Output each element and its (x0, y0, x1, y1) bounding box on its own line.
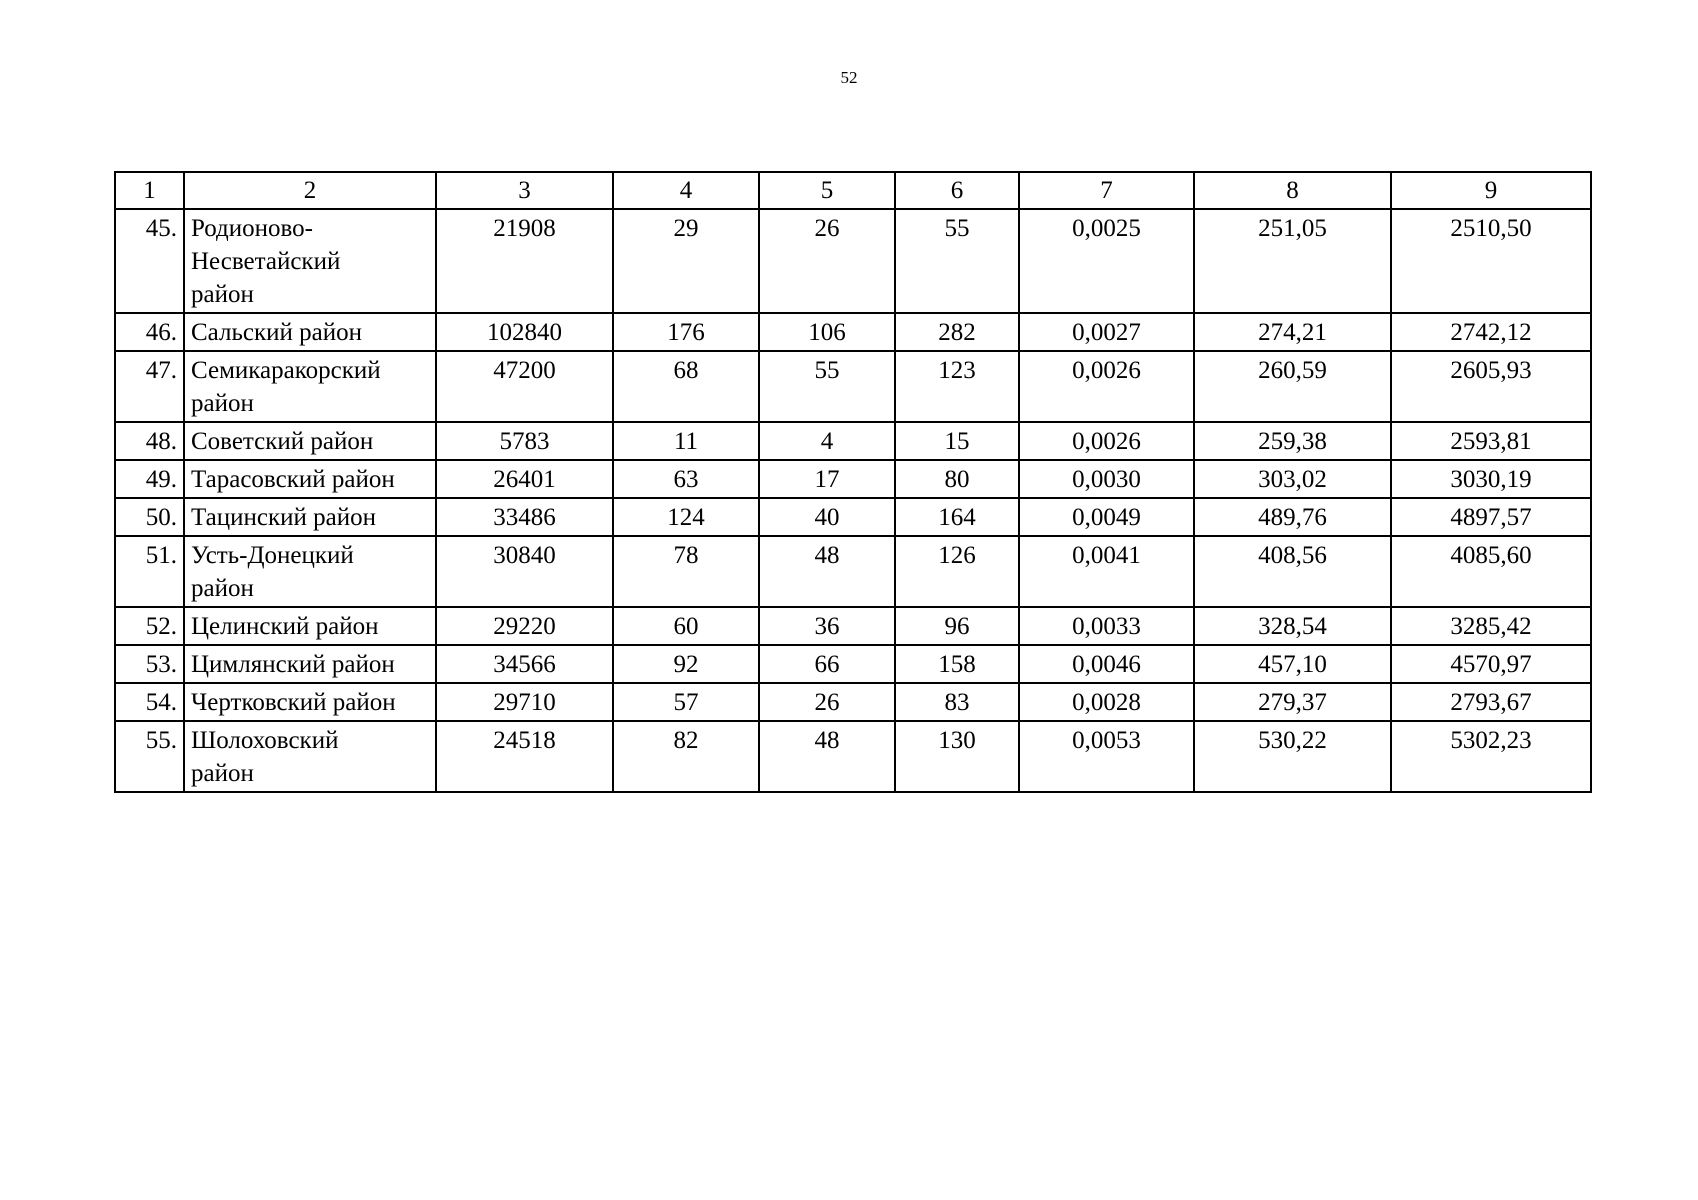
table-row (115, 351, 1591, 422)
cell-index: 55. (115, 721, 184, 792)
header-cell-2: 2 (184, 172, 436, 209)
cell-col6: 158 (895, 645, 1019, 683)
cell-district: Сальский район (184, 313, 436, 351)
cell-col4: 57 (613, 683, 759, 721)
cell-col5: 106 (759, 313, 895, 351)
header-cell-4: 4 (613, 172, 759, 209)
cell-col3: 29710 (436, 683, 613, 721)
cell-col5: 66 (759, 645, 895, 683)
cell-col4: 78 (613, 536, 759, 607)
cell-col4: 60 (613, 607, 759, 645)
cell-index: 45. (115, 209, 184, 313)
header-cell-6: 6 (895, 172, 1019, 209)
cell-col8: 408,56 (1194, 536, 1391, 607)
cell-col6: 96 (895, 607, 1019, 645)
cell-col4: 68 (613, 351, 759, 422)
cell-col6: 123 (895, 351, 1019, 422)
cell-col9: 3285,42 (1391, 607, 1591, 645)
table-row (115, 721, 1591, 792)
cell-col8: 260,59 (1194, 351, 1391, 422)
cell-district: Родионово- Несветайский район (184, 209, 436, 313)
cell-col7: 0,0027 (1019, 313, 1194, 351)
table-row (115, 422, 1591, 460)
cell-col5: 26 (759, 209, 895, 313)
cell-col8: 274,21 (1194, 313, 1391, 351)
header-row (115, 172, 1591, 209)
cell-col7: 0,0046 (1019, 645, 1194, 683)
header-cell-9: 9 (1391, 172, 1591, 209)
cell-col7: 0,0041 (1019, 536, 1194, 607)
cell-col5: 4 (759, 422, 895, 460)
table-row (115, 536, 1591, 607)
cell-col4: 92 (613, 645, 759, 683)
table-row (115, 460, 1591, 498)
cell-col8: 489,76 (1194, 498, 1391, 536)
cell-col4: 11 (613, 422, 759, 460)
header-cell-7: 7 (1019, 172, 1194, 209)
cell-col8: 279,37 (1194, 683, 1391, 721)
cell-col3: 30840 (436, 536, 613, 607)
cell-col7: 0,0049 (1019, 498, 1194, 536)
cell-col5: 26 (759, 683, 895, 721)
cell-col8: 328,54 (1194, 607, 1391, 645)
cell-col6: 83 (895, 683, 1019, 721)
cell-col3: 33486 (436, 498, 613, 536)
cell-col7: 0,0033 (1019, 607, 1194, 645)
cell-index: 49. (115, 460, 184, 498)
cell-col5: 48 (759, 536, 895, 607)
cell-district: Тацинский район (184, 498, 436, 536)
cell-col3: 34566 (436, 645, 613, 683)
page-number: 52 (840, 68, 858, 87)
table-row (115, 607, 1591, 645)
cell-col9: 4570,97 (1391, 645, 1591, 683)
cell-col5: 36 (759, 607, 895, 645)
cell-col6: 15 (895, 422, 1019, 460)
header-cell-5: 5 (759, 172, 895, 209)
cell-col3: 21908 (436, 209, 613, 313)
cell-col4: 124 (613, 498, 759, 536)
cell-col3: 26401 (436, 460, 613, 498)
cell-col6: 80 (895, 460, 1019, 498)
cell-col7: 0,0026 (1019, 422, 1194, 460)
table-row (115, 313, 1591, 351)
cell-district: Тарасовский район (184, 460, 436, 498)
table-body (115, 172, 1591, 792)
cell-col8: 259,38 (1194, 422, 1391, 460)
cell-col9: 2605,93 (1391, 351, 1591, 422)
cell-col4: 63 (613, 460, 759, 498)
cell-col3: 102840 (436, 313, 613, 351)
cell-district: Чертковский район (184, 683, 436, 721)
header-cell-1: 1 (115, 172, 184, 209)
cell-col7: 0,0053 (1019, 721, 1194, 792)
cell-index: 52. (115, 607, 184, 645)
cell-index: 53. (115, 645, 184, 683)
data-table (114, 171, 1592, 793)
cell-index: 50. (115, 498, 184, 536)
table-row (115, 209, 1591, 313)
cell-col6: 282 (895, 313, 1019, 351)
cell-col6: 55 (895, 209, 1019, 313)
cell-district: Семикаракорский район (184, 351, 436, 422)
cell-col3: 47200 (436, 351, 613, 422)
cell-col5: 48 (759, 721, 895, 792)
cell-col8: 530,22 (1194, 721, 1391, 792)
cell-col3: 29220 (436, 607, 613, 645)
cell-index: 47. (115, 351, 184, 422)
cell-col9: 2742,12 (1391, 313, 1591, 351)
cell-col9: 4085,60 (1391, 536, 1591, 607)
cell-district: Цимлянский район (184, 645, 436, 683)
cell-col8: 303,02 (1194, 460, 1391, 498)
cell-col5: 40 (759, 498, 895, 536)
cell-index: 46. (115, 313, 184, 351)
table-row (115, 498, 1591, 536)
header-cell-8: 8 (1194, 172, 1391, 209)
cell-col7: 0,0025 (1019, 209, 1194, 313)
table-row (115, 645, 1591, 683)
cell-col3: 24518 (436, 721, 613, 792)
header-cell-3: 3 (436, 172, 613, 209)
cell-col7: 0,0026 (1019, 351, 1194, 422)
cell-col5: 55 (759, 351, 895, 422)
table-row (115, 683, 1591, 721)
cell-col7: 0,0028 (1019, 683, 1194, 721)
cell-index: 54. (115, 683, 184, 721)
cell-index: 48. (115, 422, 184, 460)
cell-district: Усть-Донецкий район (184, 536, 436, 607)
cell-col9: 5302,23 (1391, 721, 1591, 792)
cell-col9: 2793,67 (1391, 683, 1591, 721)
cell-index: 51. (115, 536, 184, 607)
cell-district: Советский район (184, 422, 436, 460)
cell-col8: 457,10 (1194, 645, 1391, 683)
cell-col6: 164 (895, 498, 1019, 536)
cell-col9: 2593,81 (1391, 422, 1591, 460)
cell-col8: 251,05 (1194, 209, 1391, 313)
cell-district: Шолоховский район (184, 721, 436, 792)
cell-col4: 29 (613, 209, 759, 313)
cell-col9: 2510,50 (1391, 209, 1591, 313)
cell-col9: 4897,57 (1391, 498, 1591, 536)
cell-col9: 3030,19 (1391, 460, 1591, 498)
cell-col6: 130 (895, 721, 1019, 792)
cell-col4: 82 (613, 721, 759, 792)
cell-col5: 17 (759, 460, 895, 498)
cell-col4: 176 (613, 313, 759, 351)
cell-col6: 126 (895, 536, 1019, 607)
cell-col7: 0,0030 (1019, 460, 1194, 498)
cell-col3: 5783 (436, 422, 613, 460)
cell-district: Целинский район (184, 607, 436, 645)
